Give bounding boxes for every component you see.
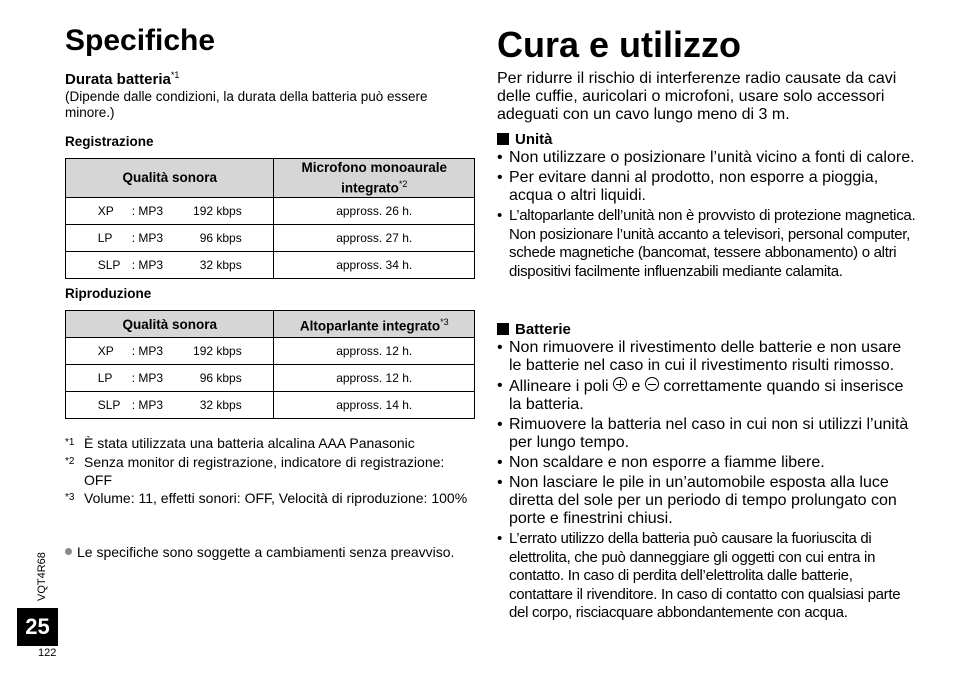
specifications-title: Specifiche [65,24,216,57]
table-header-quality: Qualità sonora [66,311,274,338]
document-code: VQT4R68 [36,552,48,601]
footnote-mark: *1 [170,70,180,80]
bullet-icon [65,548,72,555]
table-row: SLP : MP3 32 kbps appross. 14 h. [66,392,475,419]
table-header-value: Altoparlante integrato$^{*3}$ [274,311,475,338]
footnote-1: *1 È stata utilizzata una batteria alcalina AAA Panasonic [65,435,415,451]
recording-label: Registrazione [65,134,154,149]
table-row: XP : MP3 192 kbps appross. 12 h. [66,338,475,365]
recording-table [65,158,475,279]
list-item: • Allineare i poli e correttamente quando si inserisce la batteria. [497,377,904,413]
page-number: 25 [17,608,58,646]
list-item: • L’altoparlante dell’unità non è provvisto di protezione magnetica. Non posizionare l’unità accanto a televisori, personal computer, schede magnetiche (bancomat, tessere abbonamento) o altri dispositivi facilmente influenzabili mediante calamita. [497,207,916,280]
unit-heading: Unità [497,131,553,148]
minus-pole-icon [645,377,659,391]
page-secondary-number: 122 [38,647,57,659]
list-item: • Non rimuovere il rivestimento delle batterie e non usare le batterie nel caso in cui il rivestimento risulti rimosso. [497,339,902,374]
plus-pole-icon [613,377,627,391]
list-item: • L’errato utilizzo della batteria può causare la fuoriuscita di elettrolita, che può danneggiare gli oggetti con cui entra in contatto. In caso di perdita dell’elettrolita dalle batterie, contattare il rivenditore. In caso di contatto con qualsiasi parte del corpo, risciacquare abbondantemente con acqua. [497,530,901,621]
square-bullet-icon [497,133,509,145]
table-row: SLP : MP3 32 kbps appross. 34 h. [66,251,475,278]
table-row: XP : MP3 192 kbps appross. 26 h. [66,197,475,224]
footnote-2: *2 Senza monitor di registrazione, indicatore di registrazione: OFF [65,454,445,488]
battery-list [497,339,917,623]
list-item: • Non utilizzare o posizionare l’unità vicino a fonti di calore. [497,149,915,166]
unit-list [497,149,917,281]
list-item: • Rimuovere la batteria nel caso in cui non si utilizzi l’unità per lungo tempo. [497,416,909,451]
battery-heading: Batterie [497,321,571,338]
table-row: LP : MP3 96 kbps appross. 27 h. [66,224,475,251]
table-header-value: Microfono monoaurale integrato$^{*2}$ [274,159,475,198]
footnote-3: *3 Volume: 11, effetti sonori: OFF, Velocità di riproduzione: 100% [65,490,468,506]
playback-table [65,310,475,419]
specifications-change-note: Le specifiche sono soggette a cambiamenti senza preavviso. [65,543,465,561]
care-title: Cura e utilizzo [497,24,742,65]
playback-label: Riproduzione [65,286,152,301]
battery-life-heading [65,70,179,88]
table-header-quality: Qualità sonora [66,159,274,198]
battery-life-note: (Dipende dalle condizioni, la durata della batteria può essere minore.) [65,89,428,120]
square-bullet-icon [497,323,509,335]
battery-life-label: Durata batteria [65,71,171,88]
list-item: • Non scaldare e non esporre a fiamme libere. [497,454,825,471]
list-item: • Non lasciare le pile in un’automobile esposta alla luce diretta del sole per un periodo di tempo prolungato con porte e finestrini chiusi. [497,474,897,527]
table-row: LP : MP3 96 kbps appross. 12 h. [66,365,475,392]
list-item: • Per evitare danni al prodotto, non esporre a pioggia, acqua o altri liquidi. [497,169,879,204]
care-intro: Per ridurre il rischio di interferenze radio causate da cavi delle cuffie, auricolari o microfoni, usare solo accessori adeguati con un cavo lungo meno di 3 m. [497,70,897,123]
